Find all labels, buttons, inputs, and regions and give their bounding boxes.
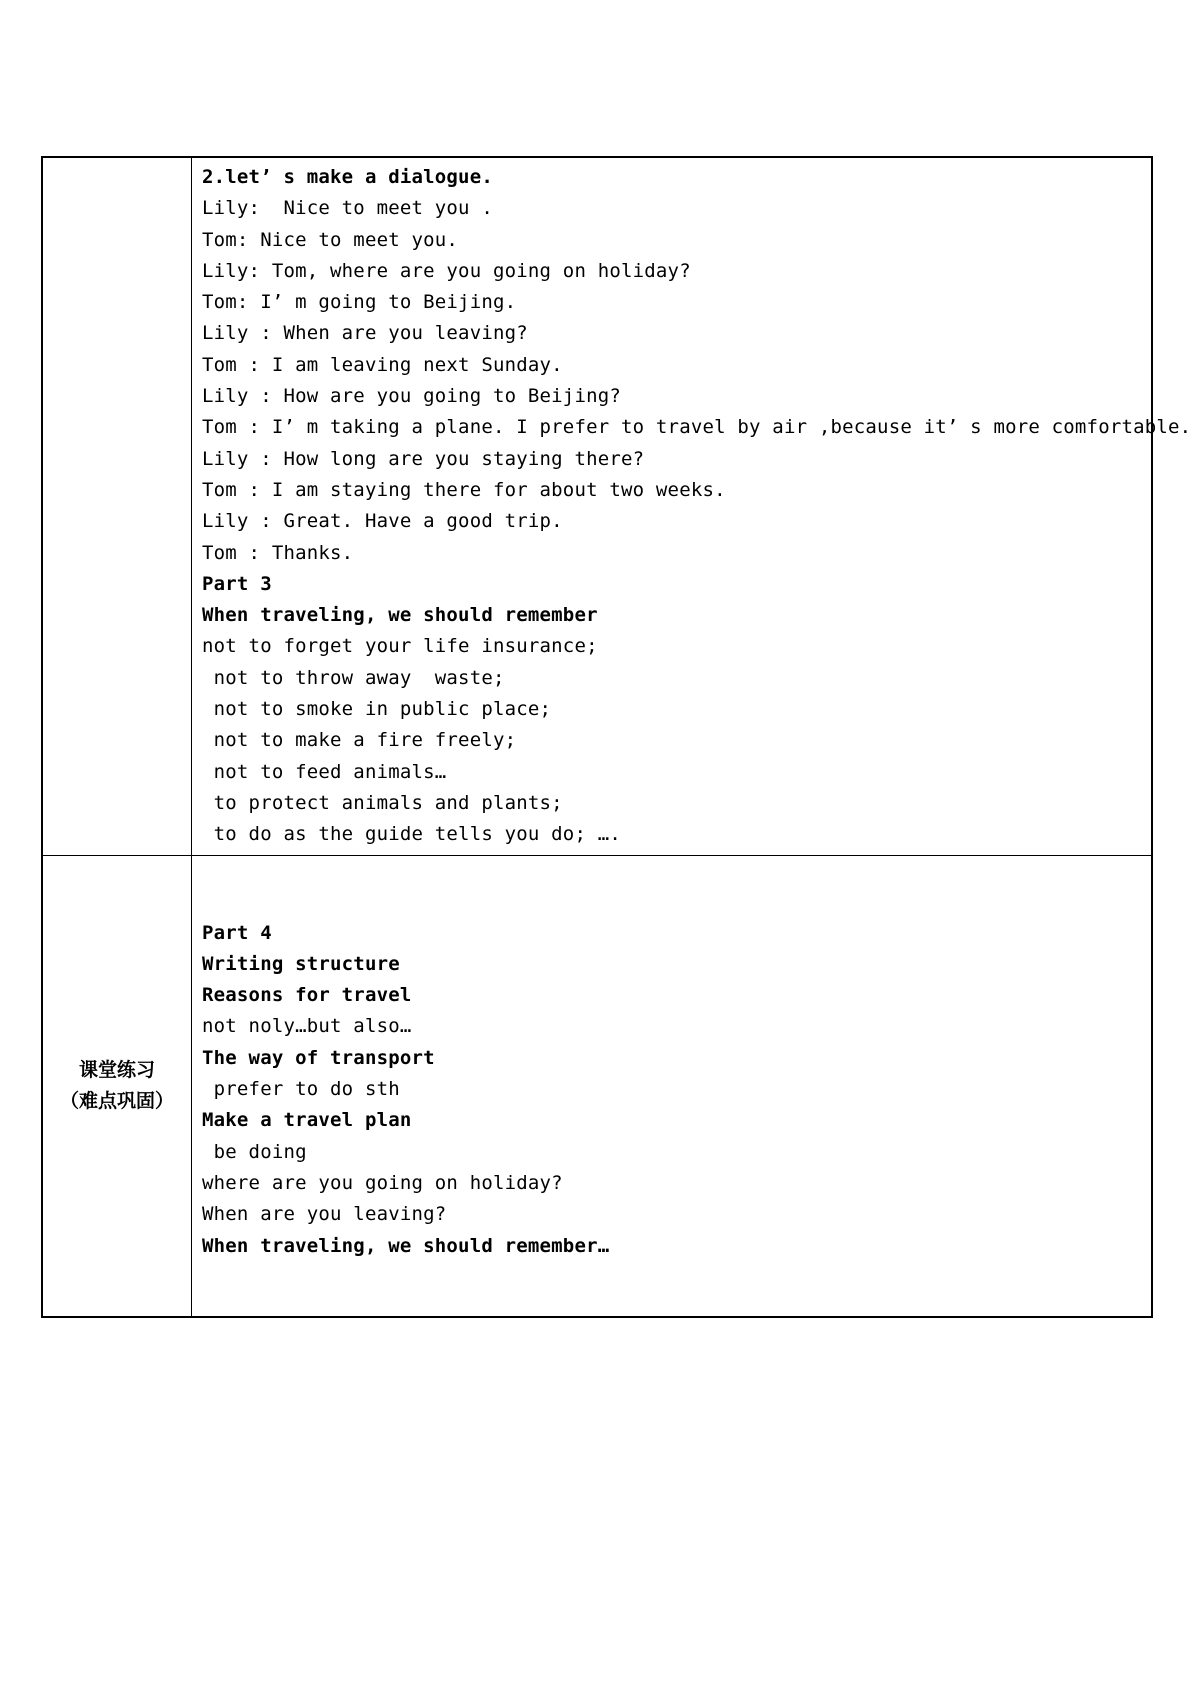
- text-line: not to throw away waste;: [202, 666, 505, 689]
- writing-content-cell: [192, 855, 1153, 1317]
- text-line: Reasons for travel: [202, 984, 412, 1007]
- text-line: Tom: Nice to meet you.: [202, 228, 459, 251]
- text-line: 2.let’ s make a dialogue.: [202, 166, 493, 188]
- text-line: Make a travel plan: [202, 1109, 412, 1132]
- text-line: Tom : I’ m taking a plane. I prefer to travel by air ,because it’ s more comfortable.: [202, 416, 1191, 439]
- text-line: Lily : When are you leaving?: [202, 322, 528, 345]
- exercise-label-cell: [42, 855, 192, 1317]
- dialogue-lines: [202, 162, 1191, 851]
- text-line: to do as the guide tells you do; ….: [202, 823, 622, 846]
- text-line: Part 3: [202, 572, 272, 595]
- top-spacer: [202, 860, 1141, 918]
- text-line: not to make a fire freely;: [202, 729, 517, 752]
- text-line: When traveling, we should remember…: [202, 1234, 610, 1257]
- text-line: Lily : How are you going to Beijing?: [202, 385, 622, 408]
- text-line: Lily : How long are you staying there?: [202, 447, 645, 470]
- text-line: prefer to do sth: [202, 1078, 400, 1101]
- text-line: Tom : I am leaving next Sunday.: [202, 353, 563, 376]
- text-line: Tom: I’ m going to Beijing.: [202, 291, 517, 314]
- dialogue-content-cell: [192, 157, 1191, 855]
- table-row: [42, 157, 1152, 855]
- text-line: When are you leaving?: [202, 1203, 447, 1226]
- text-line: Writing structure: [202, 952, 400, 975]
- text-line: When traveling, we should remember: [202, 604, 598, 627]
- text-line: not to feed animals…: [202, 760, 447, 783]
- text-line: The way of transport: [202, 1046, 435, 1069]
- text-line: Lily: Tom, where are you going on holiday?: [202, 259, 691, 282]
- table-row: [42, 855, 1152, 1317]
- lesson-plan-table: [41, 156, 1191, 1318]
- text-line: be doing: [202, 1140, 307, 1163]
- text-line: not to smoke in public place;: [202, 698, 552, 721]
- text-line: to protect animals and plants;: [202, 791, 563, 814]
- text-line: Lily : Great. Have a good trip.: [202, 510, 563, 533]
- writing-lines: [202, 918, 1141, 1262]
- text-line: Lily: Nice to meet you .: [202, 197, 493, 220]
- text-line: not to forget your life insurance;: [202, 635, 598, 658]
- text-line: Tom : I am staying there for about two weeks.: [202, 478, 726, 501]
- text-line: where are you going on holiday?: [202, 1171, 563, 1194]
- text-line: not noly…but also…: [202, 1015, 412, 1038]
- exercise-label-subtitle: （难点巩固）: [59, 1089, 174, 1112]
- text-line: Tom : Thanks.: [202, 541, 354, 564]
- text-line: Part 4: [202, 921, 272, 944]
- row1-label-cell: [42, 157, 192, 855]
- exercise-label-title: 课堂练习: [78, 1058, 155, 1081]
